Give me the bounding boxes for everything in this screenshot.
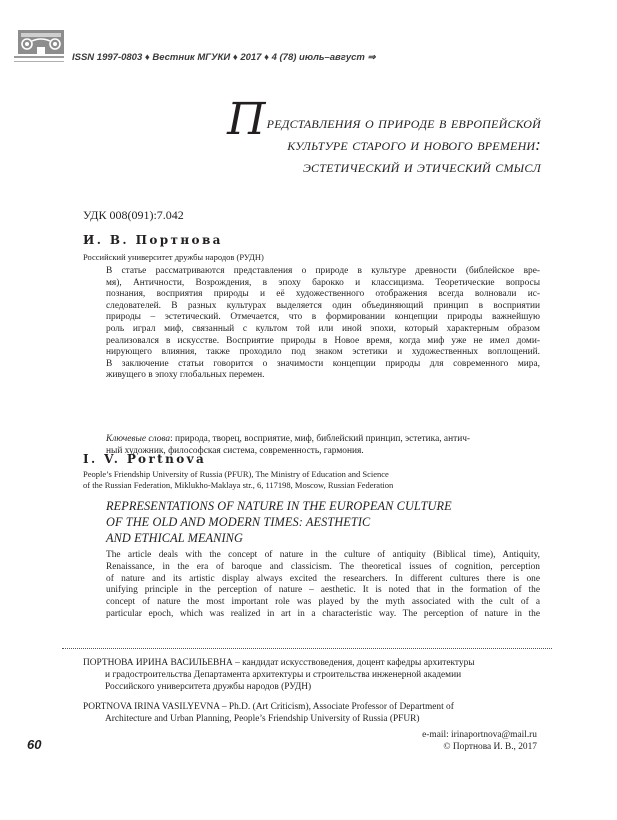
- copyright: © Портнова И. В., 2017: [443, 742, 537, 752]
- abstract-en-line: Renaissance, in the era of baroque and classicism. The theoretical issues of cognition, perception: [106, 561, 540, 572]
- author-name-ru: И. В. Портнова: [83, 233, 223, 247]
- journal-logo: [14, 30, 64, 74]
- affiliation-ru: Российский университет дружбы народов (РУДН): [83, 252, 264, 262]
- abstract-en-line: unifying principle in the perception of nature – aesthetic. It is noted that in the formation of the: [106, 585, 540, 596]
- abstract-ru-line: В статье рассматриваются представления о природе в культуре древности (библейское вре-: [106, 266, 540, 276]
- udk-code: УДК 008(091):7.042: [83, 208, 184, 222]
- ionic-capital-logo-icon: [18, 30, 64, 54]
- article-title-ru: [120, 94, 541, 178]
- footnote-divider: [62, 648, 552, 649]
- abstract-en: [106, 550, 540, 621]
- keywords-text: ный художник, философская система, современность, гармония.: [106, 445, 364, 456]
- abstract-ru-line: мя), Античности, Возрождения, в эпоху барокко и классицизма. Теоретические вопросы: [106, 277, 540, 288]
- author-name-en: I. V. Portnova: [83, 452, 207, 466]
- abstract-ru-line: живущего в эпоху глобальных перемен.: [106, 370, 265, 381]
- running-head: ISSN 1997-0803 ♦ Вестник МГУКИ ♦ 2017 ♦ 4 (78) июль–август ⇒: [72, 52, 376, 63]
- abstract-ru-line: нирующего влияния, также проходило под знаком эстетики и художественных воплощений.: [106, 347, 540, 358]
- abstract-ru-line: следователей. В разных культурах выделяется один объединяющий принцип в восприятии: [106, 300, 540, 311]
- keywords-text: : природа, творец, восприятие, миф, библейский принцип, эстетика, антич-: [170, 434, 471, 444]
- title-line-3: эстетический и этический смысл: [303, 157, 541, 176]
- abstract-ru-line: реализовался в искусстве. Восприятие природы в Новое время, когда миф уже не имел доми-: [106, 335, 540, 346]
- affiliation-en: People’s Friendship University of Russia (PFUR), The Ministry of Education and Science of the Russian Federation, Miklukho-Maklaya str., 6, 117198, Moscow, Russian Federation: [83, 469, 394, 490]
- author-email[interactable]: e-mail: irinaportnova@mail.ru: [422, 730, 537, 740]
- author-info-en: PORTNOVA IRINA VASILYEVNA – Ph.D. (Art Criticism), Associate Professor of Department of Architecture and Urban Planning, People’s Friendship University of Russia (PFUR): [83, 702, 454, 724]
- author-info-ru: ПОРТНОВА ИРИНА ВАСИЛЬЕВНА – кандидат искусствоведения, доцент кафедры архитектуры и градостроительства Департамента архитектуры и строительства инженерной академии Российского университета дружбы народов (РУДН): [83, 658, 475, 692]
- abstract-ru-line: природы – эстетический. Отмечается, что в формировании концепции природы важнейшую: [106, 312, 540, 323]
- page-number: 60: [27, 737, 42, 752]
- keywords-label: Ключевые слова: [106, 434, 171, 444]
- abstract-ru-line: роль играл миф, связанный с культом той или иной эпохи, который характерным образом: [106, 323, 540, 334]
- abstract-ru: [106, 266, 540, 382]
- abstract-en-line: particular epoch, which was realized in art in a characteristic way. The perception of nature in the: [106, 608, 540, 619]
- article-title-en: REPRESENTATIONS OF NATURE IN THE EUROPEAN CULTURE OF THE OLD AND MODERN TIMES: AESTHETIC AND ETHICAL MEANING: [106, 499, 452, 545]
- title-line-2: культуре старого и нового времени:: [287, 135, 541, 154]
- abstract-en-line: of nature and its artistic display always excited the researchers. In different cultures there is one: [106, 573, 540, 584]
- abstract-en-line: concept of nature the most important role was played by the myth associated with the cult of a: [106, 597, 540, 608]
- title-dropcap: П: [227, 94, 266, 145]
- abstract-ru-line: В заключение статьи говорится о значимости концепции природы для современного мира,: [106, 358, 540, 369]
- abstract-ru-line: познания, восприятия природы и её художественного отображения всегда волновали ис-: [106, 289, 540, 300]
- abstract-en-line: The article deals with the concept of nature in the culture of antiquity (Biblical time), Antiquity,: [106, 550, 540, 560]
- title-line-1: Представления о природе в европейской: [227, 94, 541, 145]
